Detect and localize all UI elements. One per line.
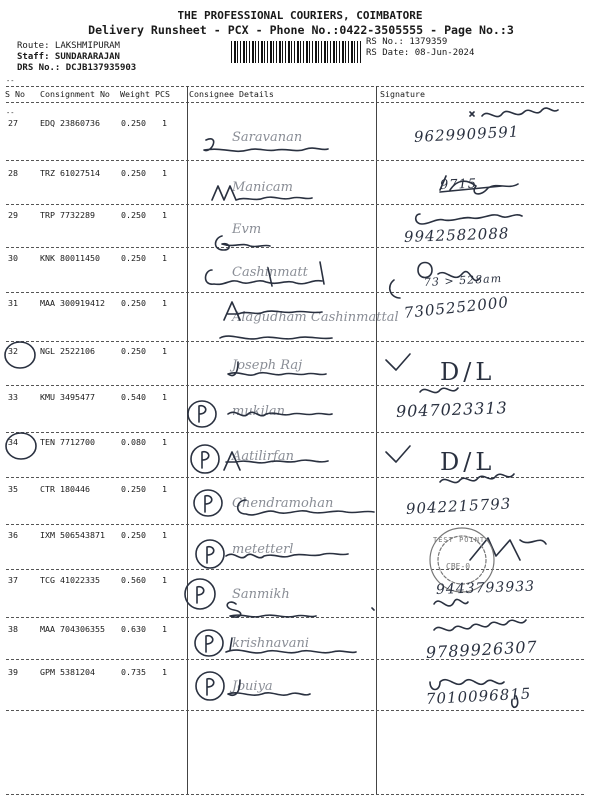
row-signature-note: 9715 xyxy=(439,176,478,193)
row-29-signature-ink xyxy=(416,214,522,224)
row-weight: 0.560 xyxy=(121,575,146,585)
row-pcs: 1 xyxy=(162,530,167,540)
row-34-circle xyxy=(6,433,36,459)
drs-number: DRS No.: DCJB137935903 xyxy=(17,63,137,73)
row-sno: 28 xyxy=(8,168,18,178)
row-consignee-name: Chendramohan xyxy=(232,496,334,511)
row-consignment: CTR 180446 xyxy=(40,484,90,494)
row-consignment: TRP 7732289 xyxy=(40,210,95,220)
row-sno: 33 xyxy=(8,392,18,402)
row-signature-note: 9042215793 xyxy=(405,494,512,518)
row-pcs: 1 xyxy=(162,624,167,634)
col-header-sno: S No xyxy=(5,89,25,99)
row-consignment: TCG 41022335 xyxy=(40,575,100,585)
row-consignment: MAA 704306355 xyxy=(40,624,105,634)
col-header-details: Consignee Details xyxy=(189,89,274,99)
row-pcs: 1 xyxy=(162,437,167,447)
row-signature-note: 7010096815 xyxy=(425,684,532,708)
row-27-signature-ink xyxy=(470,108,558,117)
rs-date: RS Date: 08-Jun-2024 xyxy=(366,48,475,58)
row-consignment: EDQ 23860736 xyxy=(40,118,100,128)
runsheet-subtitle: Delivery Runsheet - PCX - Phone No.:0422-3505555 - Page No.:3 xyxy=(88,23,514,37)
row-sno: 30 xyxy=(8,253,18,263)
row-consignee-name: Manicam xyxy=(232,180,293,195)
company-title: THE PROFESSIONAL COURIERS, COIMBATORE xyxy=(177,9,423,22)
row-37-signature-ink xyxy=(434,599,468,606)
row-weight: 0.250 xyxy=(121,530,146,540)
row-pcs: 1 xyxy=(162,484,167,494)
row-signature-note: 7305252000 xyxy=(403,293,510,322)
row-consignment: TEN 7712700 xyxy=(40,437,95,447)
row-sno: 38 xyxy=(8,624,18,634)
row-consignment: GPM 5381204 xyxy=(40,667,95,677)
header-mark: -- xyxy=(6,77,15,85)
row-sno: 27 xyxy=(8,118,18,128)
row-signature-note: 9629909591 xyxy=(413,122,520,146)
row-weight: 0.630 xyxy=(121,624,146,634)
row-pcs: 1 xyxy=(162,298,167,308)
row-sno: 35 xyxy=(8,484,18,494)
row-sno: 36 xyxy=(8,530,18,540)
rs-number: RS No.: 1379359 xyxy=(366,37,448,47)
row-weight: 0.250 xyxy=(121,210,146,220)
route-label: Route: LAKSHMIPURAM xyxy=(17,41,120,51)
row-pcs: 1 xyxy=(162,118,167,128)
row-consignee-name: krishnavani xyxy=(232,636,310,651)
row-consignment: NGL 2522106 xyxy=(40,346,95,356)
row-consignee-name: Sanmikh xyxy=(232,587,290,602)
row-33-signature-ink xyxy=(420,388,458,393)
row-consignment: KMU 3495477 xyxy=(40,392,95,402)
row-29-name-ink xyxy=(216,236,271,250)
row-pcs: 1 xyxy=(162,392,167,402)
col-header-consignment: Consignment No xyxy=(40,89,110,99)
row-consignment: IXM 506543871 xyxy=(40,530,105,540)
row-consignee-name: Saravanan xyxy=(232,130,303,145)
col-header-pcs: PCS xyxy=(155,89,170,99)
row-sno: 34 xyxy=(8,437,18,447)
p-marks-ink xyxy=(185,401,224,700)
row-pcs: 1 xyxy=(162,210,167,220)
row-consignee-name: Aatilirfan xyxy=(232,449,294,464)
stamp-code: CBE-0 xyxy=(446,562,471,571)
row-weight: 0.250 xyxy=(121,168,146,178)
row-consignment: KNK 80011450 xyxy=(40,253,100,263)
row-sno: 39 xyxy=(8,667,18,677)
row-consignee-name: Joseph Raj xyxy=(232,358,303,373)
row-weight: 0.250 xyxy=(121,298,146,308)
row-32-circle xyxy=(5,342,35,368)
row-weight: 0.080 xyxy=(121,437,146,447)
row-32-signature-ink xyxy=(386,354,410,370)
row-consignee-name: mukilan xyxy=(232,404,286,419)
stamp-label: TEST POINT xyxy=(433,536,486,544)
row-weight: 0.250 xyxy=(121,346,146,356)
row-consignment: TRZ 61027514 xyxy=(40,168,100,178)
row-signature-text: D/L xyxy=(440,448,496,476)
row-consignee-name: metetterl xyxy=(232,542,294,557)
row-sno: 37 xyxy=(8,575,18,585)
col-header-weight: Weight xyxy=(120,89,150,99)
row-sno: 29 xyxy=(8,210,18,220)
row-sno: 31 xyxy=(8,298,18,308)
col-header-signature: Signature xyxy=(380,89,425,99)
row-weight: 0.250 xyxy=(121,484,146,494)
row-signature-note: 9942582088 xyxy=(403,224,510,246)
row-weight: 0.250 xyxy=(121,253,146,263)
row-pcs: 1 xyxy=(162,346,167,356)
row-sno: 32 xyxy=(8,346,18,356)
row-consignee-name: Jouiya xyxy=(232,679,273,694)
row-pcs: 1 xyxy=(162,168,167,178)
row-38-signature-ink xyxy=(434,620,526,631)
row-signature-note: 9047023313 xyxy=(395,398,509,421)
row-signature-note: 9443793933 xyxy=(435,578,536,598)
row-consignee-name: Evm xyxy=(232,222,262,237)
row-consignee-name: Alagudham Cashinmattal xyxy=(232,310,399,325)
row-weight: 0.250 xyxy=(121,118,146,128)
row-pcs: 1 xyxy=(162,667,167,677)
row-consignment: MAA 300919412 xyxy=(40,298,105,308)
row-signature-note: 73 > 528am xyxy=(423,271,503,289)
row-weight: 0.735 xyxy=(121,667,146,677)
row-signature-text: D/L xyxy=(440,358,496,386)
footer-rule xyxy=(6,794,584,795)
row-weight: 0.540 xyxy=(121,392,146,402)
row-pcs: 1 xyxy=(162,575,167,585)
row-34-signature-ink xyxy=(386,446,410,462)
row-signature-note: 9789926307 xyxy=(425,637,539,662)
staff-label: Staff: SUNDARARAJAN xyxy=(17,52,120,62)
row-consignee-name: Cashinmatt xyxy=(232,265,308,280)
row-37-name-ink xyxy=(227,602,374,617)
row-pcs: 1 xyxy=(162,253,167,263)
row-mark: -- xyxy=(6,109,15,117)
